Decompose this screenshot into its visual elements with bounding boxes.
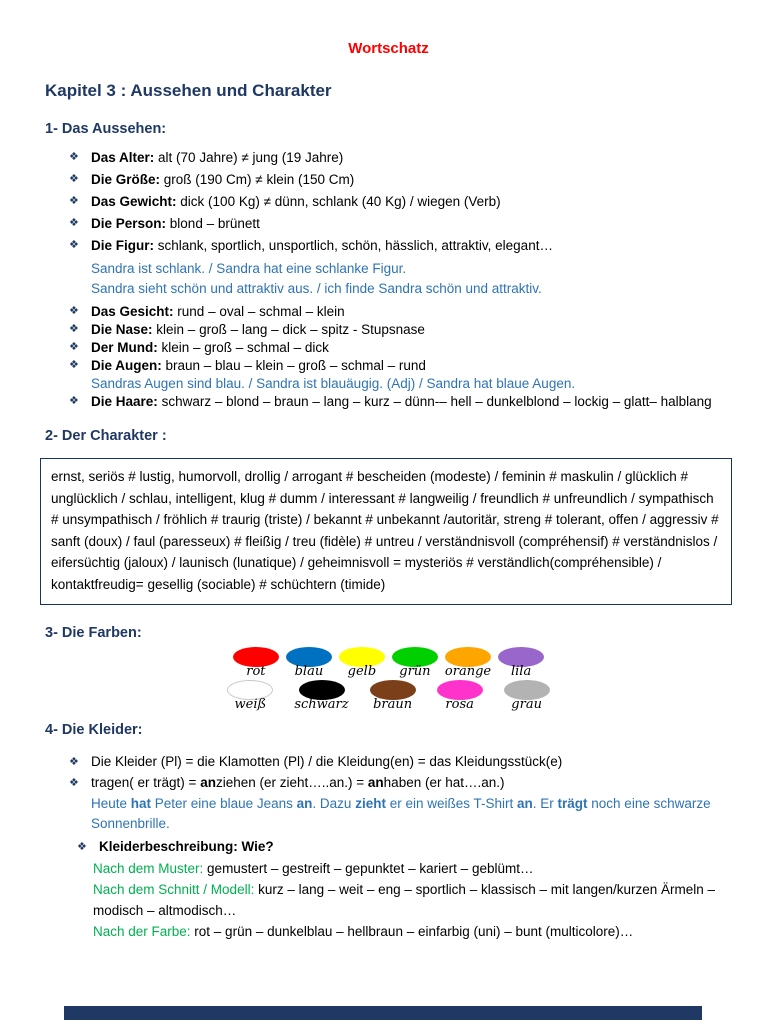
- vocab-term: Das Alter:: [91, 150, 155, 165]
- list-item: [77, 837, 732, 857]
- list-item: [69, 393, 732, 410]
- color-label: rosa: [445, 697, 474, 712]
- section-3-heading: 3- Die Farben:: [45, 625, 142, 641]
- list-item: [69, 171, 732, 188]
- vocab-entry: [91, 773, 732, 793]
- text-part: Heute: [91, 796, 131, 811]
- color-swatch-grid: [45, 647, 732, 712]
- diamond-bullet-icon: ❖: [69, 239, 79, 251]
- vocab-entry: [99, 837, 732, 857]
- diamond-bullet-icon: ❖: [69, 217, 79, 229]
- diamond-bullet-icon: ❖: [69, 395, 79, 407]
- text-part-bold: trägt: [557, 796, 588, 811]
- color-swatch: [286, 647, 332, 679]
- kleider-list: [45, 752, 732, 942]
- text-part: ziehen (er zieht…..an.) =: [215, 775, 368, 790]
- example-sentence: Sandra sieht schön und attraktiv aus. / ich finde Sandra schön und attraktiv.: [91, 281, 542, 296]
- example-sentence: Sandra ist schlank. / Sandra hat eine schlanke Figur.: [91, 261, 407, 276]
- page-title: Wortschatz: [348, 40, 429, 57]
- list-item: [69, 149, 732, 166]
- text-part: haben (er hat….an.): [383, 775, 505, 790]
- vocab-term: Das Gesicht:: [91, 304, 174, 319]
- vocab-entry: [91, 193, 732, 210]
- text-part-bold: an: [200, 775, 216, 790]
- chapter-heading: Kapitel 3 : Aussehen und Charakter: [45, 81, 332, 100]
- vocab-definition: klein – groß – lang – dick – spitz - Stupsnase: [156, 322, 425, 337]
- text-part-bold: zieht: [355, 796, 386, 811]
- list-item: [69, 773, 732, 793]
- color-swatch: [370, 680, 416, 712]
- color-swatch: [233, 647, 279, 679]
- text-part: . Dazu: [312, 796, 356, 811]
- color-swatch: [498, 647, 544, 679]
- list-item: [69, 339, 732, 356]
- example-sentence: Sandras Augen sind blau. / Sandra ist blauäugig. (Adj) / Sandra hat blaue Augen.: [91, 376, 576, 391]
- color-swatch: [392, 647, 438, 679]
- color-swatch: [504, 680, 550, 712]
- vocab-entry: Die Kleider (Pl) = die Klamotten (Pl) / die Kleidung(en) = das Kleidungsstück(e): [91, 754, 563, 769]
- description-line: [93, 858, 733, 879]
- list-item: [69, 237, 732, 254]
- vocab-term: Der Mund:: [91, 340, 158, 355]
- text-part-bold: an: [367, 775, 384, 790]
- vocab-entry: [91, 303, 732, 320]
- criterion-values: rot – grün – dunkelblau – hellbraun – einfarbig (uni) – bunt (multicolore)…: [190, 924, 634, 939]
- vocab-entry: [91, 357, 732, 374]
- vocab-term: Die Figur:: [91, 238, 154, 253]
- diamond-bullet-icon: ❖: [69, 323, 79, 335]
- vocab-definition: schwarz – blond – braun – lang – kurz – dünn-– hell – dunkelblond – lockig – glatt– halblang: [161, 394, 712, 409]
- vocab-term: Die Haare:: [91, 394, 158, 409]
- text-part: Peter eine blaue Jeans: [151, 796, 297, 811]
- text-part: . Er: [532, 796, 558, 811]
- text-part-bold: an: [517, 796, 533, 811]
- color-label: grün: [399, 664, 431, 679]
- diamond-bullet-icon: ❖: [69, 341, 79, 353]
- color-label: weiß: [234, 697, 267, 712]
- list-item: [69, 357, 732, 374]
- diamond-bullet-icon: ❖: [69, 151, 79, 163]
- color-row-2: [45, 680, 732, 712]
- vocab-definition: blond – brünett: [169, 216, 260, 231]
- vocab-entry: [91, 237, 732, 254]
- text-part: tragen( er trägt) =: [91, 775, 201, 790]
- charakter-word-box: ernst, seriös # lustig, humorvoll, drollig / arrogant # bescheiden (modeste) / feminin # maskulin / glücklich # unglücklich / schlau, intelligent, klug # dumm / interessant # langweilig / freundlich # unfreundlich / sympathisch # unsympathisch / fröhlich # traurig (triste) / bekannt # unbekannt /autoritär, streng # tolerant, offen / aggressiv # sanft (doux) / faul (paresseux) # fleißig / treu (fidèle) # untreu / verständnisvoll (compréhensif) # verständnislos / eifersüchtig (jaloux) / launisch (lunatique) / geheimnisvoll = mysteriös # verständlich(compréhensible) / kontaktfreudig= gesellig (sociable) # schüchtern (timide): [40, 458, 732, 605]
- diamond-bullet-icon: ❖: [69, 305, 79, 317]
- color-swatch: [437, 680, 483, 712]
- criterion-label: Nach dem Muster:: [93, 861, 204, 876]
- vocab-term: Kleiderbeschreibung: Wie?: [99, 839, 274, 854]
- color-label: grau: [511, 697, 542, 712]
- example-paragraph: [91, 794, 741, 834]
- description-line: [93, 879, 733, 921]
- color-label: lila: [510, 664, 532, 679]
- section-4-heading: 4- Die Kleider:: [45, 722, 143, 738]
- criterion-values: kurz – lang – weit – eng – sportlich – klassisch – mit langen/kurzen Ärmeln – modisch – altmodisch…: [93, 882, 716, 918]
- next-page-edge-bar: [64, 1006, 702, 1020]
- diamond-bullet-icon: ❖: [69, 173, 79, 185]
- vocab-entry: [91, 393, 732, 410]
- diamond-bullet-icon: ❖: [69, 777, 79, 789]
- criterion-label: Nach dem Schnitt / Modell:: [93, 882, 255, 897]
- diamond-bullet-icon: ❖: [69, 195, 79, 207]
- criterion-values: gemustert – gestreift – gepunktet – kariert – geblümt…: [203, 861, 534, 876]
- vocab-term: Das Gewicht:: [91, 194, 177, 209]
- text-part: er ein weißes T-Shirt: [385, 796, 517, 811]
- section-1-heading: 1- Das Aussehen:: [45, 121, 167, 137]
- diamond-bullet-icon: ❖: [69, 359, 79, 371]
- vocab-definition: dick (100 Kg) ≠ dünn, schlank (40 Kg) / wiegen (Verb): [180, 194, 501, 209]
- criterion-label: Nach der Farbe:: [93, 924, 191, 939]
- color-swatch: [445, 647, 491, 679]
- color-label: blau: [294, 664, 324, 679]
- vocab-definition: groß (190 Cm) ≠ klein (150 Cm): [163, 172, 355, 187]
- diamond-bullet-icon: ❖: [77, 841, 87, 853]
- list-item: [69, 215, 732, 232]
- text-part-bold: hat: [130, 796, 152, 811]
- color-swatch: [294, 680, 348, 712]
- color-label: braun: [373, 697, 413, 712]
- text-part: noch eine schwarze Sonnenbrille.: [91, 796, 711, 831]
- color-row-1: [45, 647, 732, 679]
- vocab-term: Die Größe:: [91, 172, 161, 187]
- vocab-definition: schlank, sportlich, unsportlich, schön, hässlich, attraktiv, elegant…: [157, 238, 553, 253]
- vocab-term: Die Nase:: [91, 322, 153, 337]
- list-item: [69, 193, 732, 210]
- text-part-bold: an: [296, 796, 313, 811]
- vocab-entry: [91, 215, 732, 232]
- color-label: rot: [246, 664, 266, 679]
- vocab-entry: [91, 171, 732, 188]
- vocab-definition: klein – groß – schmal – dick: [161, 340, 329, 355]
- list-item: [69, 303, 732, 320]
- vocab-entry: [91, 149, 732, 166]
- vocab-entry: [91, 339, 732, 356]
- color-label: gelb: [347, 664, 377, 679]
- vocab-term: Die Augen:: [91, 358, 162, 373]
- description-line: [93, 921, 733, 942]
- list-item: [69, 752, 732, 772]
- color-swatch: [227, 680, 273, 712]
- list-item: [69, 321, 732, 338]
- vocab-entry: [91, 321, 732, 338]
- section-2-heading: 2- Der Charakter :: [45, 428, 167, 444]
- vocab-definition: alt (70 Jahre) ≠ jung (19 Jahre): [158, 150, 344, 165]
- color-label: orange: [444, 664, 492, 679]
- color-label: schwarz: [294, 697, 349, 712]
- vocab-definition: braun – blau – klein – groß – schmal – rund: [165, 358, 426, 373]
- color-swatch: [339, 647, 385, 679]
- diamond-bullet-icon: ❖: [69, 756, 79, 768]
- vocab-term: Die Person:: [91, 216, 167, 231]
- vocab-definition: rund – oval – schmal – klein: [177, 304, 345, 319]
